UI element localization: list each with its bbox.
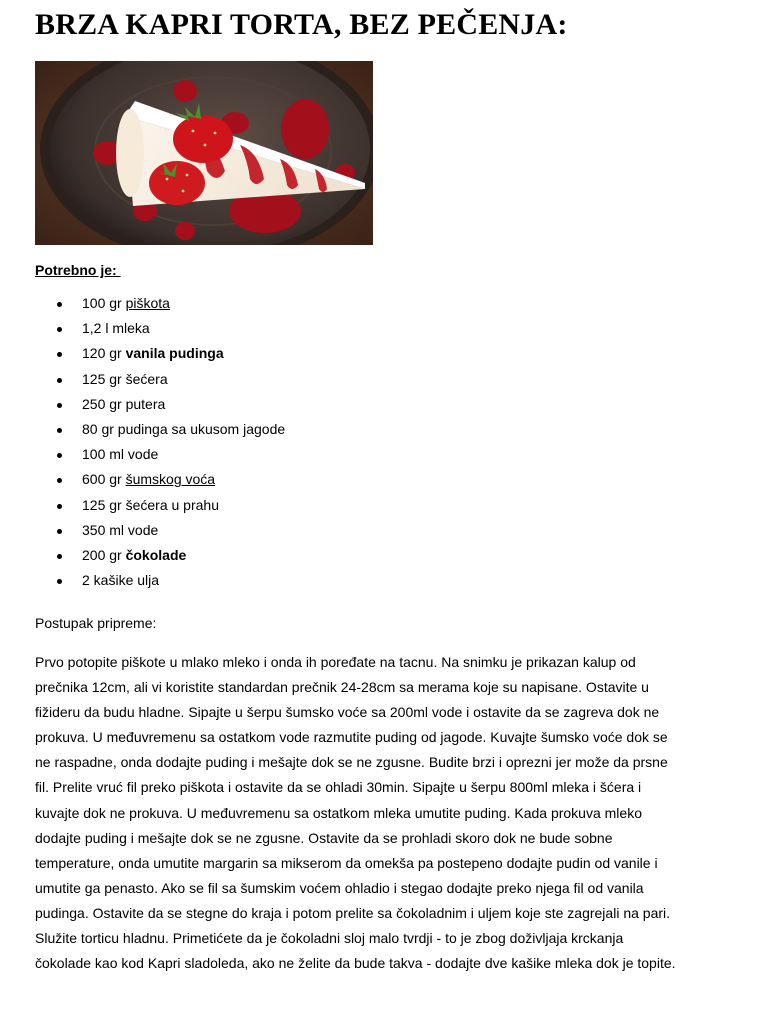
text-line: Prvo potopite piškote u mlako mleko i onda ih poređate na tacnu. Na snimku je prikazan kalup od: [35, 654, 636, 670]
list-item: [35, 493, 285, 518]
bullet-icon: [57, 554, 62, 559]
bullet-icon: [57, 428, 62, 433]
list-item: [35, 543, 285, 568]
ingredient-text: 1,2 l mleka: [82, 320, 150, 337]
text-line: prečnika 12cm, ali vi koristite standardan prečnik 24-28cm sa merama koje su napisane. Ostavite u: [35, 679, 649, 696]
list-item: [35, 568, 285, 593]
list-item: [35, 367, 285, 392]
ingredients-list: [35, 291, 285, 593]
ingredient-text: 250 gr putera: [82, 395, 166, 412]
list-item: [35, 442, 285, 467]
text-line: pudinga. Ostavite da se stegne do kraja i potom prelite sa čokoladnim i uljem koje ste zagrejali na pari.: [35, 904, 671, 921]
text-line: kuvajte dok ne prokuva. U međuvremenu sa ostatkom mleka umutite puding. Kada prokuva mleko: [35, 804, 642, 821]
preparation-heading: Postupak pripreme:: [35, 615, 157, 631]
ingredients-heading: Potrebno je:: [35, 262, 121, 278]
list-item: [35, 467, 285, 492]
text-line: Služite torticu hladnu. Primetićete da je čokoladni sloj malo tvrdji - to je zbog doživljaja krckanja: [35, 930, 624, 947]
bullet-icon: [57, 529, 62, 534]
text-line: fižideru da budu hladne. Sipajte u šerpu šumsko voće sa 200ml vode i ostavite da se zagreva dok ne: [35, 704, 660, 721]
ingredient-link[interactable]: piškota: [125, 295, 170, 311]
ingredient-text: 125 gr šećera: [82, 370, 168, 387]
text-line: čokolade kao kod Kapri sladoleda, ako ne želite da bude takva - dodajte dve kašike mleka dok je topite.: [35, 955, 676, 972]
ingredient-text: 100 gr: [82, 295, 126, 311]
text-line: temperature, onda umutite margarin sa mikserom da omekša pa postepeno dodajte pudin od vanile i: [35, 854, 658, 871]
bullet-icon: [57, 327, 62, 332]
list-item: [35, 518, 285, 543]
ingredient-text: 2 kašike ulja: [82, 572, 160, 589]
bullet-icon: [57, 453, 62, 458]
ingredient-text: 125 gr šećera u prahu: [82, 496, 219, 513]
ingredient-text: 120 gr: [82, 345, 126, 362]
ingredient-text: 200 gr: [82, 546, 126, 563]
ingredient-text: 600 gr: [82, 471, 126, 488]
text-line: prokuva. U međuvremenu sa ostatkom vode razmutite puding od jagode. Kuvajte šumsko voće dok se: [35, 729, 668, 746]
ingredient-link[interactable]: šumskog voća: [125, 471, 216, 488]
ingredient-text: 350 ml vode: [82, 521, 159, 538]
bullet-icon: [57, 302, 62, 307]
page-title: BRZA KAPRI TORTA, BEZ PEČENJA:: [35, 8, 568, 41]
list-item: [35, 316, 285, 341]
ingredient-emphasis: čokolade: [125, 546, 187, 563]
list-item: [35, 341, 285, 366]
bullet-icon: [57, 378, 62, 383]
text-line: dodajte puding i mešajte dok se ne zgusne. Ostavite da se prohladi skoro dok ne bude sobne: [35, 829, 613, 846]
list-item: [35, 417, 285, 442]
bullet-icon: [57, 478, 62, 483]
list-item: [35, 392, 285, 417]
list-item: [35, 291, 285, 316]
text-line: fil. Prelite vruć fil preko piškota i ostavite da se ohladi 30min. Sipajte u šerpu 800ml mleka i šćera i: [35, 779, 642, 796]
cake-photo: [35, 61, 373, 245]
preparation-text: [35, 650, 747, 976]
bullet-icon: [57, 504, 62, 509]
text-line: ne raspadne, onda dodajte puding i mešajte dok se ne zgusne. Budite brzi i oprezni jer može da prsne: [35, 754, 668, 771]
bullet-icon: [57, 352, 62, 357]
bullet-icon: [57, 403, 62, 408]
ingredient-text: 100 ml vode: [82, 446, 159, 463]
bullet-icon: [57, 579, 62, 584]
ingredient-text: 80 gr pudinga sa ukusom jagode: [82, 420, 286, 437]
ingredient-emphasis: vanila pudinga: [125, 345, 224, 362]
text-line: umutite ga penasto. Ako se fil sa šumskim voćem ohladio i stegao dodajte preko njega fil od vanila: [35, 879, 644, 896]
